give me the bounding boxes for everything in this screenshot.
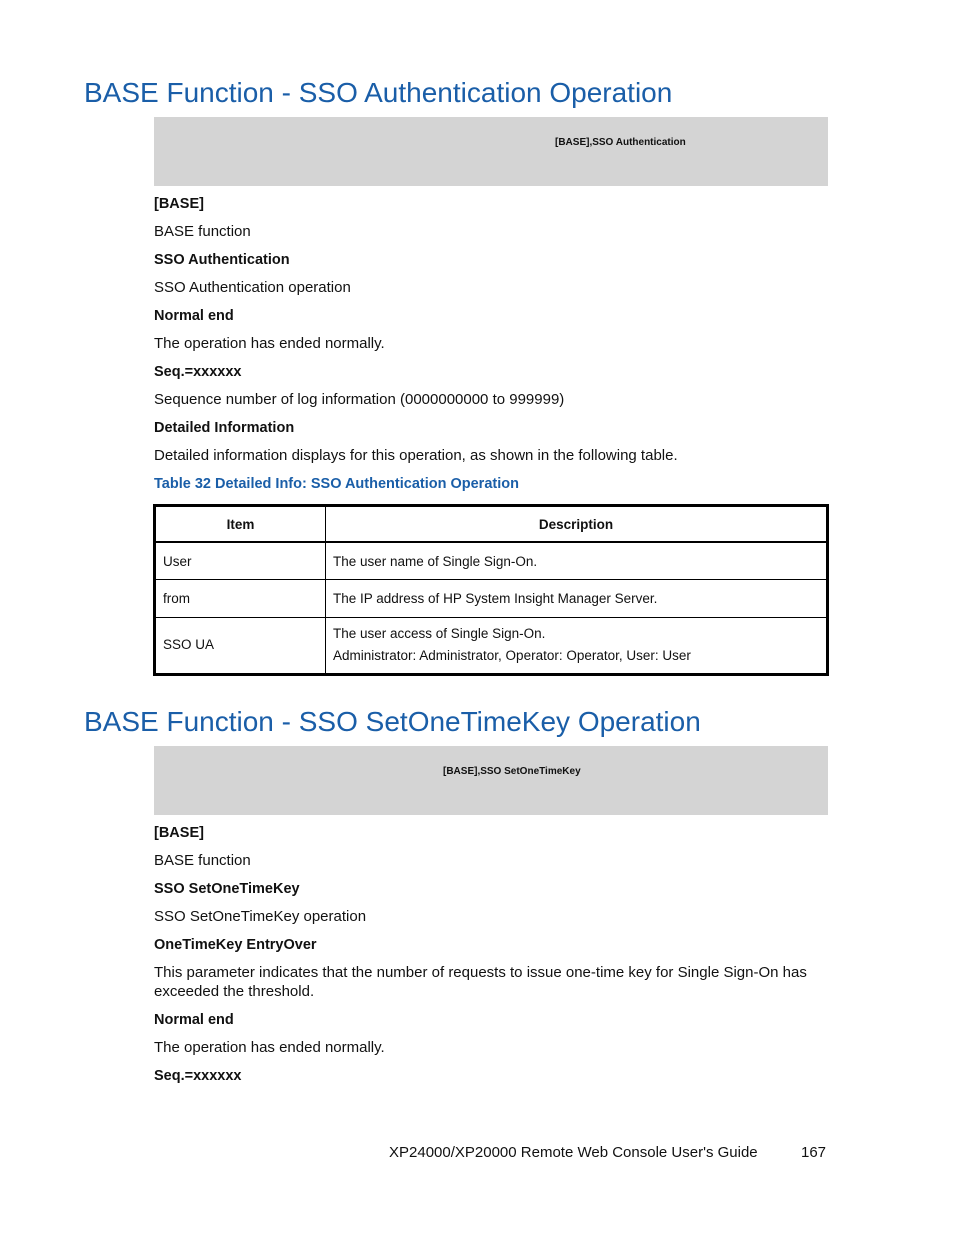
message-text: [BASE],SSO Authentication bbox=[555, 137, 686, 148]
table-cell-description: The user name of Single Sign-On. bbox=[326, 542, 828, 580]
table-caption: Table 32 Detailed Info: SSO Authentication Operation bbox=[154, 476, 519, 492]
field-label: Detailed Information bbox=[154, 420, 295, 436]
field-label: Normal end bbox=[154, 1012, 234, 1028]
table-cell-item: from bbox=[155, 580, 326, 617]
field-label: Seq.=xxxxxx bbox=[154, 364, 242, 380]
message-text: [BASE],SSO SetOneTimeKey bbox=[443, 766, 581, 777]
field-description: SSO Authentication operation bbox=[154, 279, 351, 296]
table-row bbox=[155, 617, 828, 674]
column-header-item: Item bbox=[155, 506, 326, 543]
field-label: [BASE] bbox=[154, 196, 204, 212]
field-description: This parameter indicates that the number of requests to issue one-time key for Single Sign-On has exceeded the threshold. bbox=[154, 964, 807, 1000]
field-label: Normal end bbox=[154, 308, 234, 324]
field-label: SSO Authentication bbox=[154, 252, 290, 268]
field-description: SSO SetOneTimeKey operation bbox=[154, 908, 367, 925]
field-label: Seq.=xxxxxx bbox=[154, 1068, 242, 1084]
table-cell-description bbox=[326, 617, 828, 674]
message-box bbox=[154, 746, 828, 815]
field-description: Sequence number of log information (0000000000 to 999999) bbox=[154, 391, 565, 408]
message-box bbox=[154, 117, 828, 186]
table-row bbox=[155, 542, 828, 580]
description-line: Administrator: Administrator, Operator: Operator, User: User bbox=[333, 648, 691, 664]
description-line: The user access of Single Sign-On. bbox=[333, 626, 546, 642]
footer-guide-title: XP24000/XP20000 Remote Web Console User's Guide bbox=[389, 1144, 758, 1161]
field-description: BASE function bbox=[154, 852, 251, 869]
field-label: [BASE] bbox=[154, 825, 204, 841]
table-cell-description: The IP address of HP System Insight Manager Server. bbox=[326, 580, 828, 617]
table-cell-item: SSO UA bbox=[155, 617, 326, 674]
table-cell-item: User bbox=[155, 542, 326, 580]
table-header-row bbox=[155, 506, 828, 543]
section-title-sso-setonetimekey: BASE Function - SSO SetOneTimeKey Operation bbox=[84, 706, 701, 737]
field-label: SSO SetOneTimeKey bbox=[154, 881, 300, 897]
table-row bbox=[155, 580, 828, 617]
field-description: The operation has ended normally. bbox=[154, 335, 385, 352]
detailed-info-table bbox=[153, 504, 829, 676]
column-header-description: Description bbox=[326, 506, 828, 543]
field-description: BASE function bbox=[154, 223, 251, 240]
field-description: The operation has ended normally. bbox=[154, 1039, 385, 1056]
field-description: Detailed information displays for this operation, as shown in the following table. bbox=[154, 447, 678, 464]
page-number: 167 bbox=[801, 1144, 827, 1161]
section-title-sso-authentication: BASE Function - SSO Authentication Operation bbox=[84, 77, 673, 108]
field-label: OneTimeKey EntryOver bbox=[154, 937, 317, 953]
